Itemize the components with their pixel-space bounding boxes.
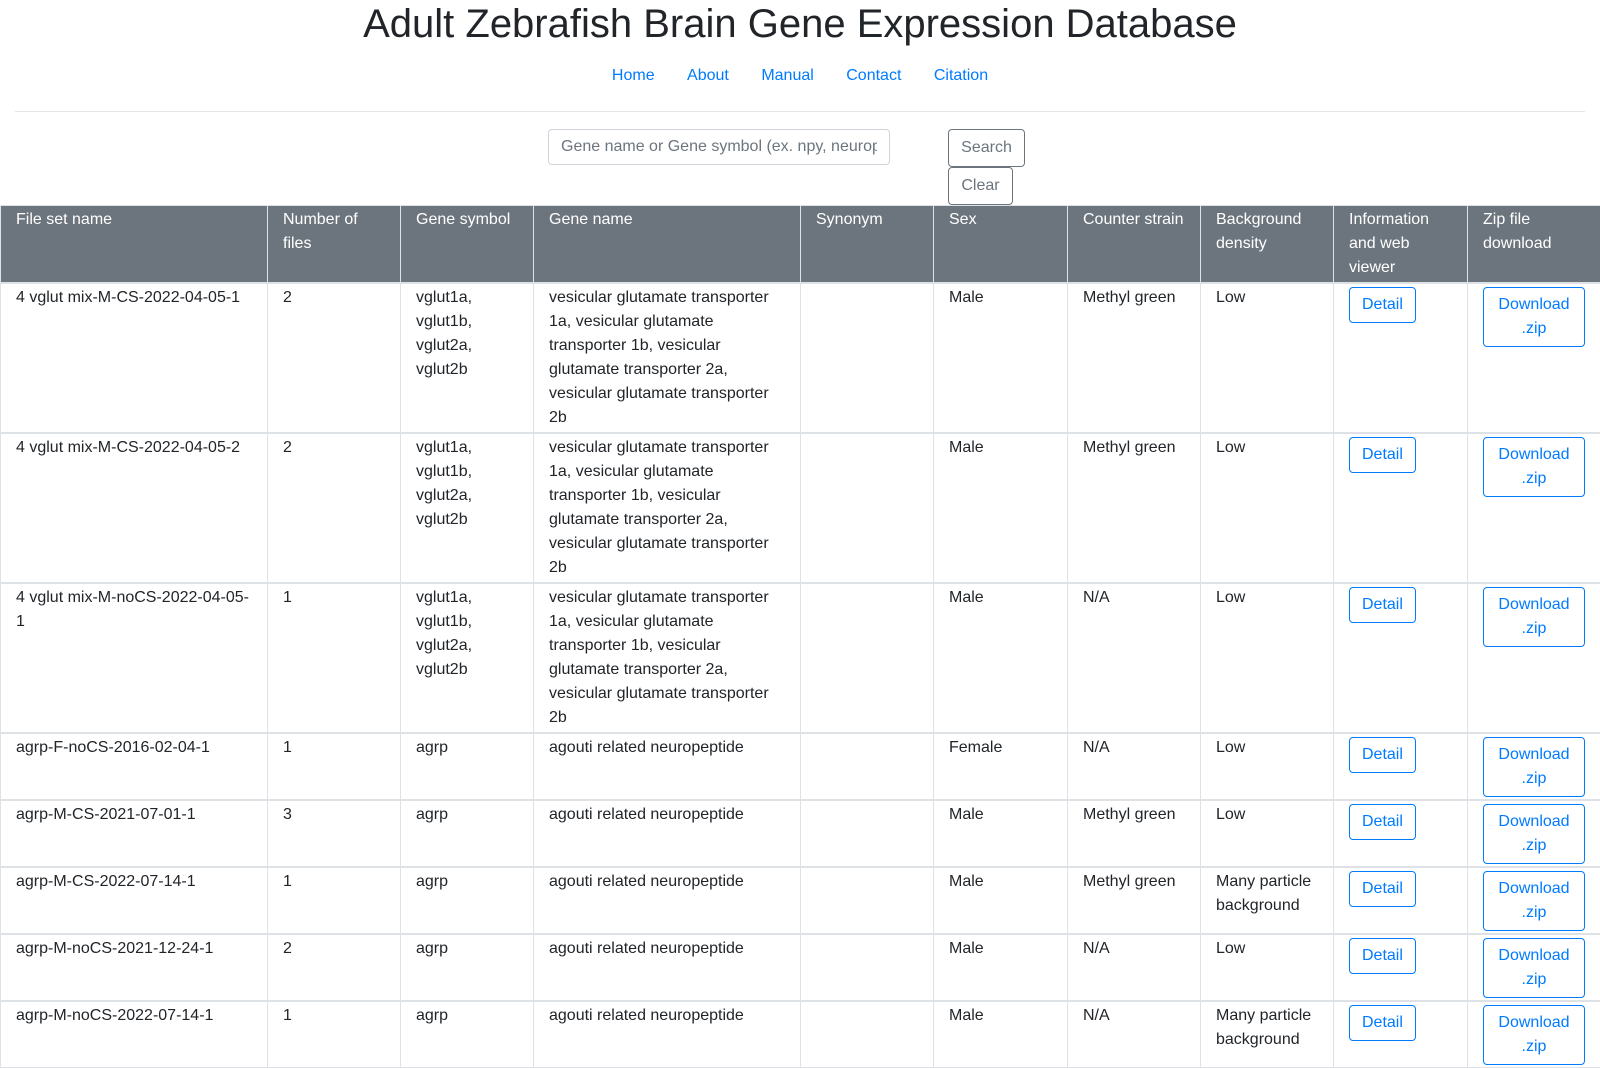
cell-background-density: Many particle background bbox=[1201, 1001, 1334, 1068]
detail-button[interactable]: Detail bbox=[1349, 437, 1416, 473]
download-zip-button[interactable]: Download .zip bbox=[1483, 437, 1585, 497]
cell-gene-name: agouti related neuropeptide bbox=[534, 934, 801, 1001]
search-input[interactable] bbox=[548, 129, 890, 165]
header-file-set-name[interactable]: File set name bbox=[1, 206, 268, 284]
cell-sex: Male bbox=[934, 433, 1068, 583]
download-zip-button[interactable]: Download .zip bbox=[1483, 804, 1585, 864]
cell-file-set-name: 4 vglut mix-M-CS-2022-04-05-1 bbox=[1, 283, 268, 433]
cell-sex: Male bbox=[934, 934, 1068, 1001]
cell-synonym bbox=[801, 283, 934, 433]
detail-button[interactable]: Detail bbox=[1349, 587, 1416, 623]
cell-zip-download bbox=[1468, 733, 1600, 800]
cell-number-of-files: 2 bbox=[268, 433, 401, 583]
table-body bbox=[1, 283, 1600, 1068]
cell-background-density: Low bbox=[1201, 733, 1334, 800]
cell-gene-name: agouti related neuropeptide bbox=[534, 1001, 801, 1068]
nav-manual-link[interactable]: Manual bbox=[761, 67, 813, 84]
detail-button[interactable]: Detail bbox=[1349, 871, 1416, 907]
cell-background-density: Low bbox=[1201, 583, 1334, 733]
cell-synonym bbox=[801, 867, 934, 934]
download-zip-button[interactable]: Download .zip bbox=[1483, 1005, 1585, 1065]
cell-zip-download bbox=[1468, 800, 1600, 867]
cell-background-density: Many particle background bbox=[1201, 867, 1334, 934]
cell-information bbox=[1334, 583, 1468, 733]
header-gene-name[interactable]: Gene name bbox=[534, 206, 801, 284]
cell-gene-name: agouti related neuropeptide bbox=[534, 733, 801, 800]
cell-background-density: Low bbox=[1201, 283, 1334, 433]
cell-number-of-files: 2 bbox=[268, 283, 401, 433]
cell-synonym bbox=[801, 934, 934, 1001]
table-row bbox=[1, 583, 1600, 733]
cell-number-of-files: 1 bbox=[268, 867, 401, 934]
cell-gene-name: vesicular glutamate transporter 1a, vesicular glutamate transporter 1b, vesicular glutamate transporter 2a, vesicular glutamate transporter 2b bbox=[534, 433, 801, 583]
cell-zip-download bbox=[1468, 433, 1600, 583]
cell-gene-symbol: agrp bbox=[401, 800, 534, 867]
cell-number-of-files: 2 bbox=[268, 934, 401, 1001]
header-divider bbox=[15, 111, 1585, 112]
header-synonym[interactable]: Synonym bbox=[801, 206, 934, 284]
header-counter-strain[interactable]: Counter strain bbox=[1068, 206, 1201, 284]
cell-gene-symbol: agrp bbox=[401, 934, 534, 1001]
header-number-of-files[interactable]: Number of files bbox=[268, 206, 401, 284]
nav-about-link[interactable]: About bbox=[687, 67, 729, 84]
cell-sex: Male bbox=[934, 800, 1068, 867]
header-gene-symbol[interactable]: Gene symbol bbox=[401, 206, 534, 284]
nav-contact-link[interactable]: Contact bbox=[846, 67, 901, 84]
table-row bbox=[1, 283, 1600, 433]
cell-number-of-files: 3 bbox=[268, 800, 401, 867]
cell-counter-strain: Methyl green bbox=[1068, 867, 1201, 934]
cell-zip-download bbox=[1468, 867, 1600, 934]
cell-information bbox=[1334, 867, 1468, 934]
cell-gene-symbol: agrp bbox=[401, 733, 534, 800]
detail-button[interactable]: Detail bbox=[1349, 804, 1416, 840]
header-information: Information and web viewer bbox=[1334, 206, 1468, 284]
cell-background-density: Low bbox=[1201, 934, 1334, 1001]
cell-gene-symbol: vglut1a, vglut1b, vglut2a, vglut2b bbox=[401, 433, 534, 583]
download-zip-button[interactable]: Download .zip bbox=[1483, 287, 1585, 347]
cell-gene-symbol: vglut1a, vglut1b, vglut2a, vglut2b bbox=[401, 583, 534, 733]
cell-gene-name: agouti related neuropeptide bbox=[534, 800, 801, 867]
cell-file-set-name: 4 vglut mix-M-CS-2022-04-05-2 bbox=[1, 433, 268, 583]
cell-file-set-name: agrp-M-noCS-2021-12-24-1 bbox=[1, 934, 268, 1001]
cell-information bbox=[1334, 934, 1468, 1001]
cell-file-set-name: agrp-F-noCS-2016-02-04-1 bbox=[1, 733, 268, 800]
cell-sex: Female bbox=[934, 733, 1068, 800]
cell-information bbox=[1334, 433, 1468, 583]
table-row bbox=[1, 733, 1600, 800]
nav-citation-link[interactable]: Citation bbox=[934, 67, 988, 84]
table-header-row bbox=[1, 206, 1600, 284]
results-table bbox=[0, 205, 1600, 1068]
cell-gene-symbol: vglut1a, vglut1b, vglut2a, vglut2b bbox=[401, 283, 534, 433]
cell-zip-download bbox=[1468, 583, 1600, 733]
clear-button[interactable]: Clear bbox=[948, 167, 1013, 205]
cell-number-of-files: 1 bbox=[268, 583, 401, 733]
cell-number-of-files: 1 bbox=[268, 1001, 401, 1068]
cell-synonym bbox=[801, 583, 934, 733]
cell-background-density: Low bbox=[1201, 800, 1334, 867]
cell-zip-download bbox=[1468, 934, 1600, 1001]
cell-counter-strain: Methyl green bbox=[1068, 283, 1201, 433]
cell-counter-strain: N/A bbox=[1068, 733, 1201, 800]
cell-sex: Male bbox=[934, 583, 1068, 733]
cell-file-set-name: agrp-M-noCS-2022-07-14-1 bbox=[1, 1001, 268, 1068]
cell-counter-strain: N/A bbox=[1068, 934, 1201, 1001]
table-row bbox=[1, 934, 1600, 1001]
cell-information bbox=[1334, 800, 1468, 867]
cell-information bbox=[1334, 1001, 1468, 1068]
cell-gene-name: vesicular glutamate transporter 1a, vesicular glutamate transporter 1b, vesicular glutamate transporter 2a, vesicular glutamate transporter 2b bbox=[534, 583, 801, 733]
main-nav bbox=[0, 64, 1600, 88]
cell-zip-download bbox=[1468, 283, 1600, 433]
nav-home-link[interactable]: Home bbox=[612, 67, 655, 84]
download-zip-button[interactable]: Download .zip bbox=[1483, 587, 1585, 647]
detail-button[interactable]: Detail bbox=[1349, 287, 1416, 323]
cell-synonym bbox=[801, 433, 934, 583]
cell-counter-strain: Methyl green bbox=[1068, 800, 1201, 867]
cell-synonym bbox=[801, 733, 934, 800]
cell-counter-strain: N/A bbox=[1068, 583, 1201, 733]
page-title: Adult Zebrafish Brain Gene Expression Database bbox=[0, 0, 1600, 48]
detail-button[interactable]: Detail bbox=[1349, 938, 1416, 974]
download-zip-button[interactable]: Download .zip bbox=[1483, 871, 1585, 931]
cell-file-set-name: agrp-M-CS-2022-07-14-1 bbox=[1, 867, 268, 934]
cell-gene-symbol: agrp bbox=[401, 867, 534, 934]
cell-sex: Male bbox=[934, 283, 1068, 433]
cell-background-density: Low bbox=[1201, 433, 1334, 583]
cell-gene-name: agouti related neuropeptide bbox=[534, 867, 801, 934]
cell-information bbox=[1334, 733, 1468, 800]
cell-counter-strain: Methyl green bbox=[1068, 433, 1201, 583]
cell-synonym bbox=[801, 800, 934, 867]
detail-button[interactable]: Detail bbox=[1349, 1005, 1416, 1041]
cell-file-set-name: agrp-M-CS-2021-07-01-1 bbox=[1, 800, 268, 867]
cell-sex: Male bbox=[934, 867, 1068, 934]
cell-number-of-files: 1 bbox=[268, 733, 401, 800]
table-row bbox=[1, 433, 1600, 583]
detail-button[interactable]: Detail bbox=[1349, 737, 1416, 773]
cell-file-set-name: 4 vglut mix-M-noCS-2022-04-05-1 bbox=[1, 583, 268, 733]
cell-information bbox=[1334, 283, 1468, 433]
cell-sex: Male bbox=[934, 1001, 1068, 1068]
download-zip-button[interactable]: Download .zip bbox=[1483, 938, 1585, 998]
header-zip-download: Zip file download bbox=[1468, 206, 1600, 284]
cell-gene-name: vesicular glutamate transporter 1a, vesicular glutamate transporter 1b, vesicular glutamate transporter 2a, vesicular glutamate transporter 2b bbox=[534, 283, 801, 433]
search-button[interactable]: Search bbox=[948, 129, 1025, 167]
table-row bbox=[1, 1001, 1600, 1068]
cell-zip-download bbox=[1468, 1001, 1600, 1068]
cell-synonym bbox=[801, 1001, 934, 1068]
header-sex[interactable]: Sex bbox=[934, 206, 1068, 284]
cell-counter-strain: N/A bbox=[1068, 1001, 1201, 1068]
header-background-density[interactable]: Background density bbox=[1201, 206, 1334, 284]
cell-gene-symbol: agrp bbox=[401, 1001, 534, 1068]
download-zip-button[interactable]: Download .zip bbox=[1483, 737, 1585, 797]
table-row bbox=[1, 800, 1600, 867]
table-row bbox=[1, 867, 1600, 934]
